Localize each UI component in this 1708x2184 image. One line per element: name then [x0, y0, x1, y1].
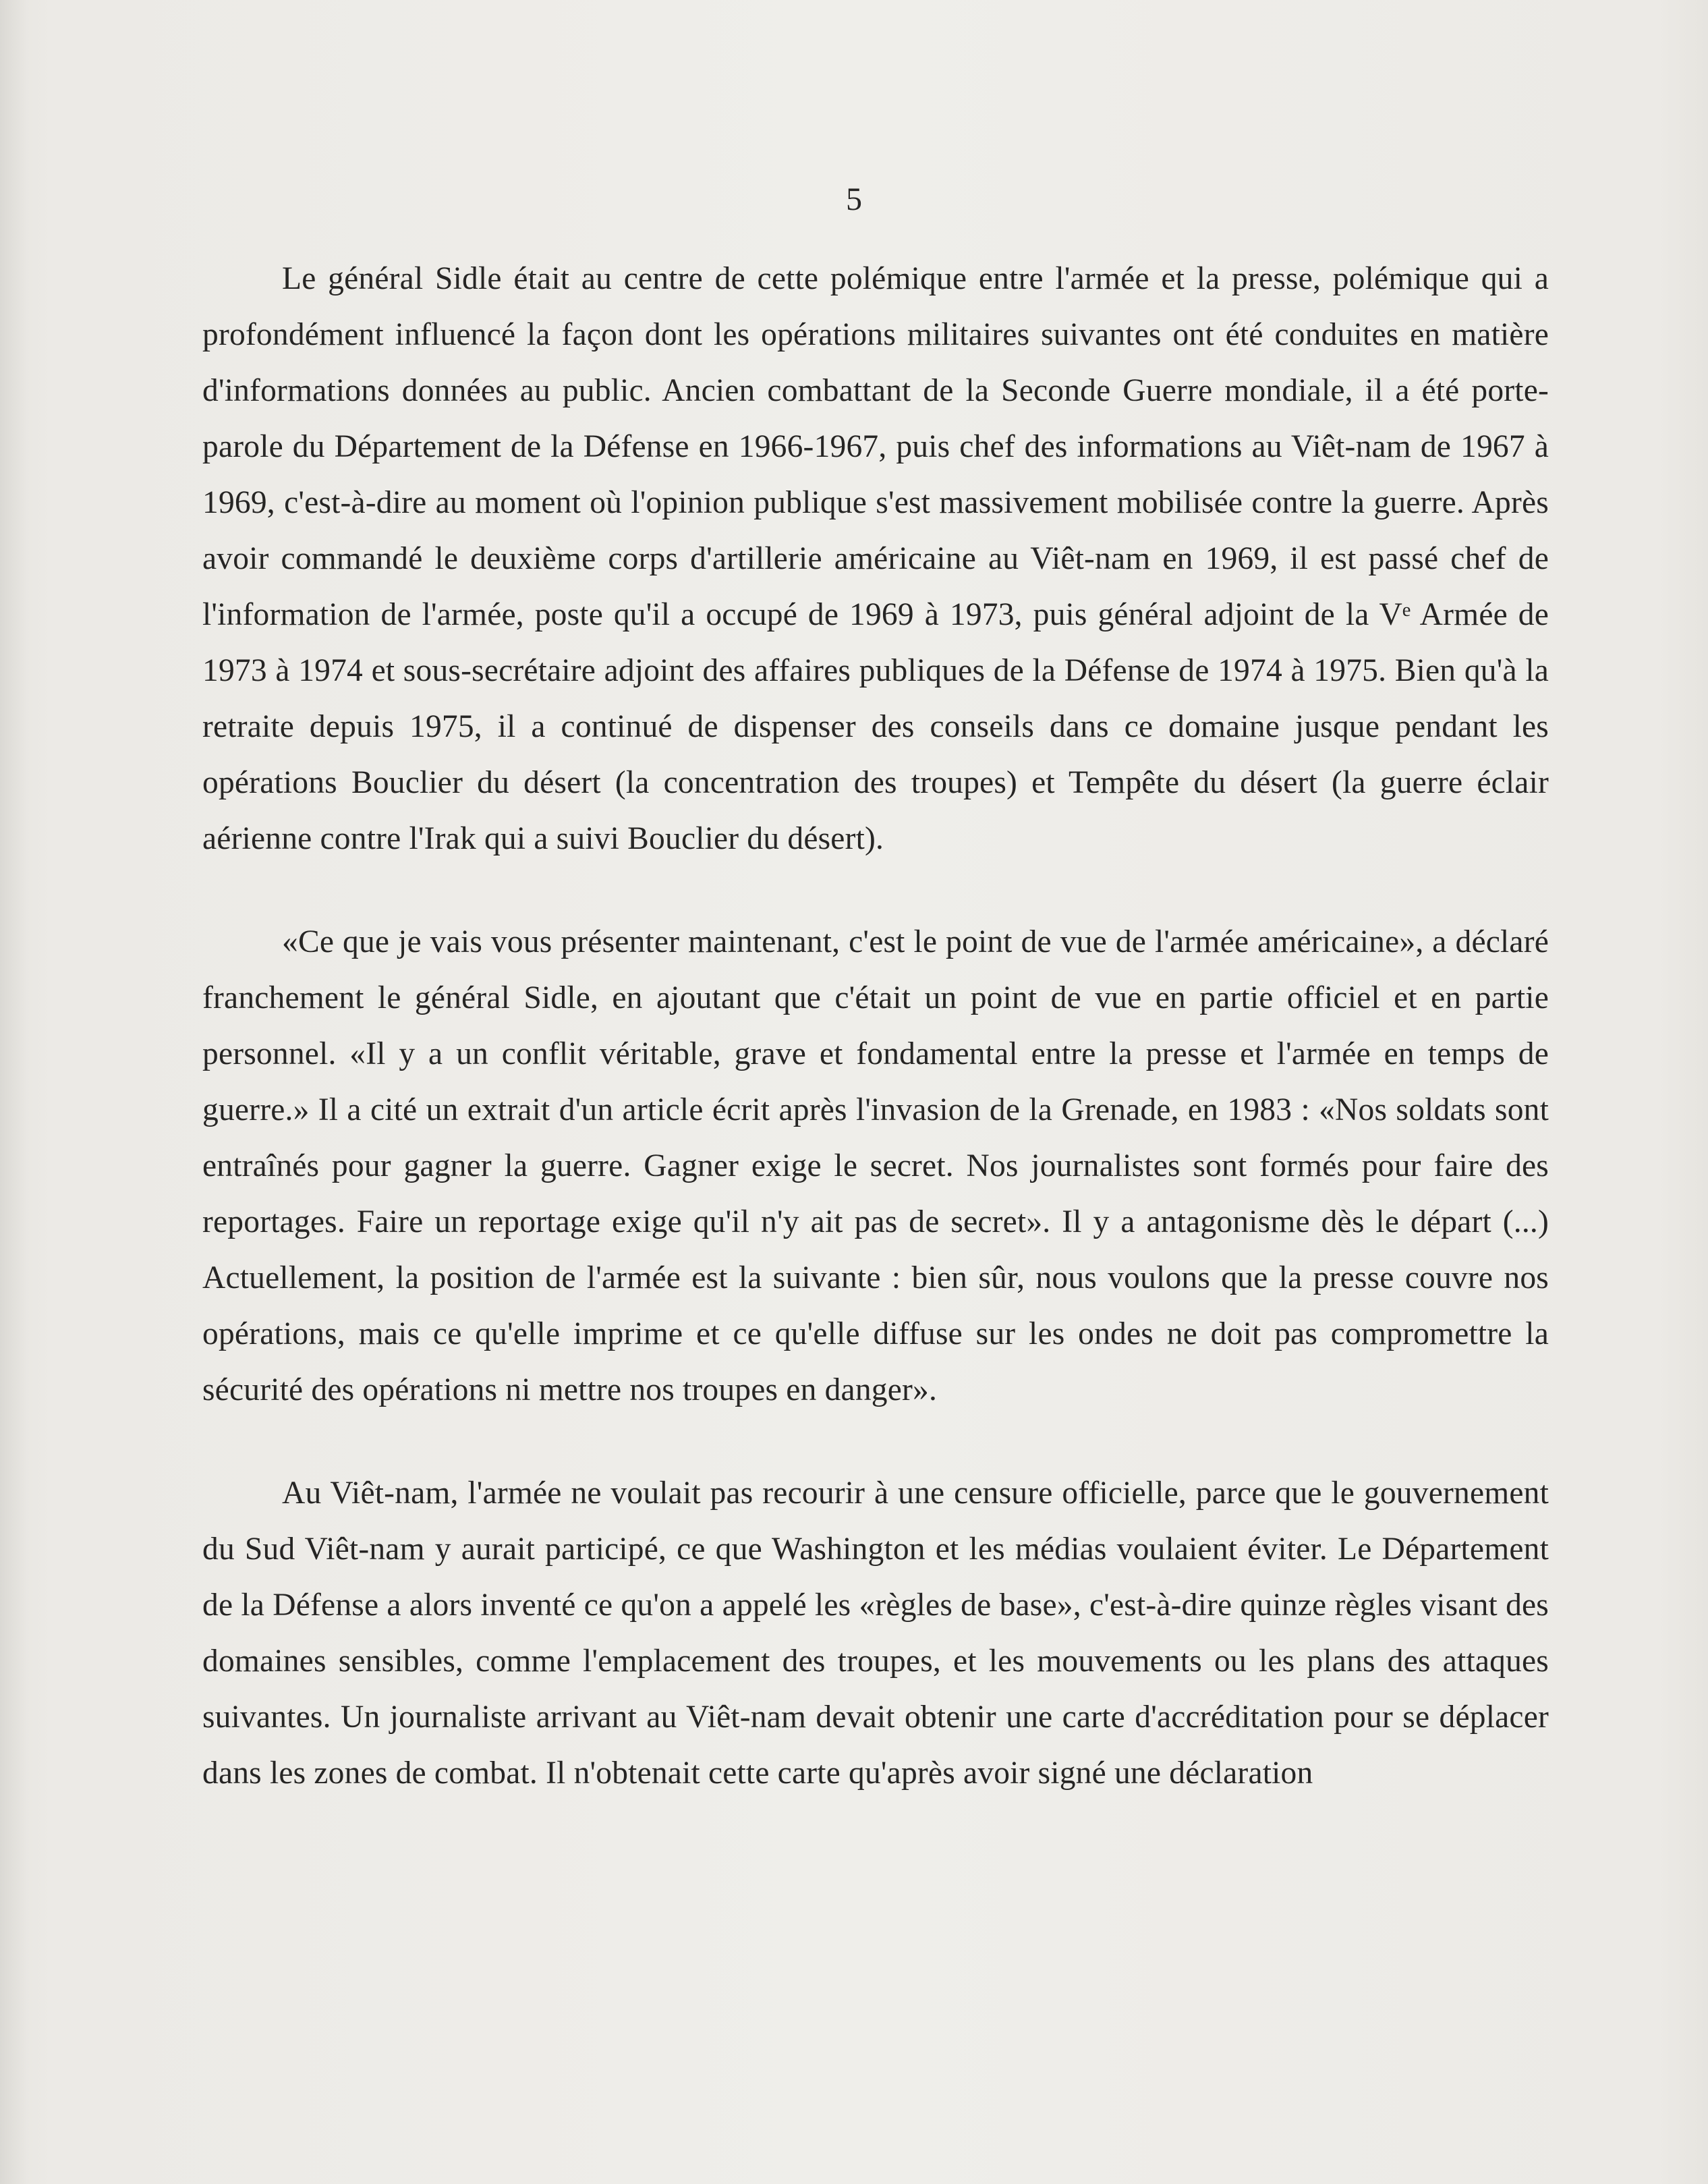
- paragraph: «Ce que je vais vous présenter maintenant, c'est le point de vue de l'armée américaine», a déclaré franchement le général Sidle, en ajoutant que c'était un point de vue en partie officiel et en partie personnel. «Il y a un conflit véritable, grave et fondamental entre la presse et l'armée en temps de guerre.» Il a cité un extrait d'un article écrit après l'invasion de la Grenade, en 1983 : «Nos soldats sont entraînés pour gagner la guerre. Gagner exige le secret. Nos journalistes sont formés pour faire des reportages. Faire un reportage exige qu'il n'y ait pas de secret». Il y a antagonisme dès le départ (...) Actuellement, la position de l'armée est la suivante : bien sûr, nous voulons que la presse couvre nos opérations, mais ce qu'elle imprime et ce qu'elle diffuse sur les ondes ne doit pas compromettre la sécurité des opérations ni mettre nos troupes en danger».: [202, 924, 1549, 1407]
- paragraph: Le général Sidle était au centre de cette polémique entre l'armée et la presse, polémique qui a profondément influencé la façon dont les opérations militaires suivantes ont été conduites en matière d'informations données au public. Ancien combattant de la Seconde Guerre mondiale, il a été porte-parole du Département de la Défense en 1966-1967, puis chef des informations au Viêt-nam de 1967 à 1969, c'est-à-dire au moment où l'opinion publique s'est massivement mobilisée contre la guerre. Après avoir commandé le deuxième corps d'artillerie américaine au Viêt-nam en 1969, il est passé chef de l'information de l'armée, poste qu'il a occupé de 1969 à 1973, puis général adjoint de la Vᵉ Armée de 1973 à 1974 et sous-secrétaire adjoint des affaires publiques de la Défense de 1974 à 1975. Bien qu'à la retraite depuis 1975, il a continué de dispenser des conseils dans ce domaine jusque pendant les opérations Bouclier du désert (la concentration des troupes) et Tempête du désert (la guerre éclair aérienne contre l'Irak qui a suivi Bouclier du désert).: [202, 261, 1549, 856]
- paragraph: Au Viêt-nam, l'armée ne voulait pas recourir à une censure officielle, parce que le gouvernement du Sud Viêt-nam y aurait participé, ce que Washington et les médias voulaient éviter. Le Département de la Défense a alors inventé ce qu'on a appelé les «règles de base», c'est-à-dire quinze règles visant des domaines sensibles, comme l'emplacement des troupes, et les mouvements ou les plans des attaques suivantes. Un journaliste arrivant au Viêt-nam devait obtenir une carte d'accréditation pour se déplacer dans les zones de combat. Il n'obtenait cette carte qu'après avoir signé une déclaration: [202, 1476, 1549, 1791]
- body-text: [202, 251, 1549, 1801]
- page-number: 5: [846, 181, 862, 217]
- page-edge-shadow: [0, 0, 27, 2184]
